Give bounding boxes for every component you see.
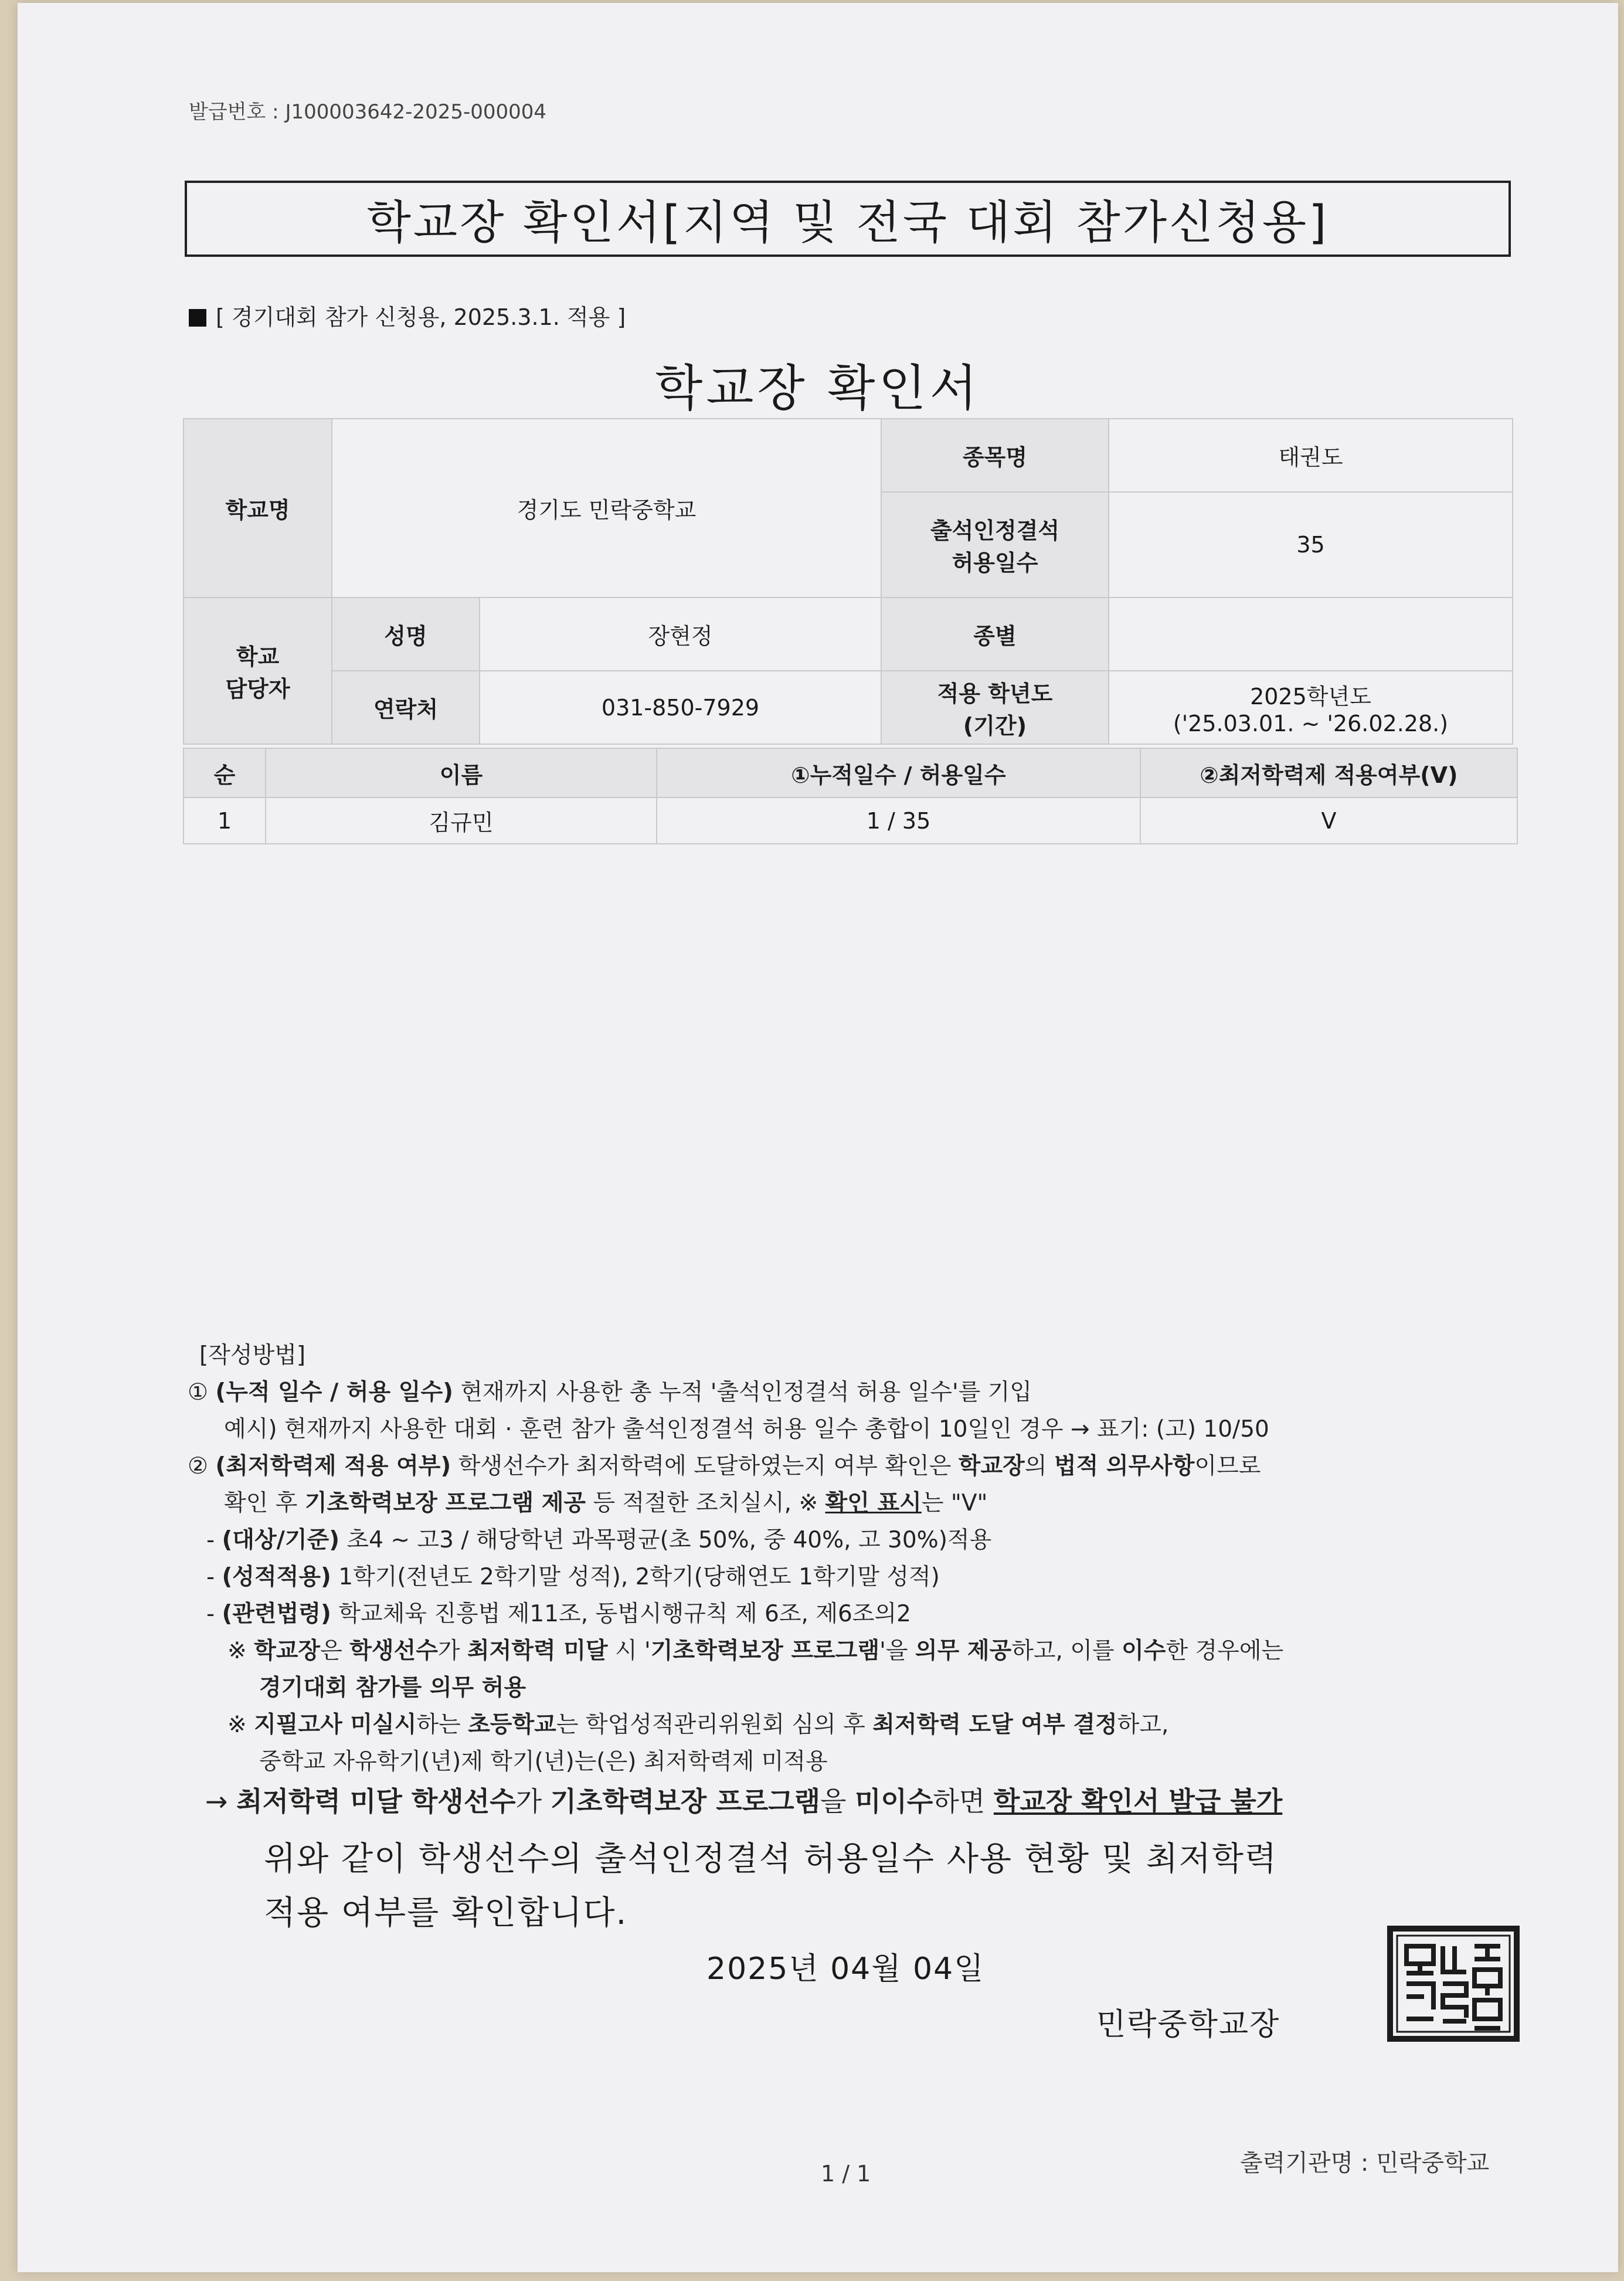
name-label: 성명: [332, 598, 480, 671]
sport-label: 종목명: [881, 419, 1109, 492]
page-number: 1 / 1: [821, 2161, 871, 2187]
roster-header-no: 순: [184, 748, 266, 797]
school-year-label: 적용 학년도 (기간): [881, 671, 1109, 744]
allowed-days-label: 출석인정결석 허용일수: [881, 492, 1109, 598]
school-year-value: 2025학년도 ('25.03.01. ~ '26.02.28.): [1109, 671, 1513, 744]
school-name-label: 학교명: [184, 419, 332, 598]
issue-date: 2025년 04월 04일: [706, 1951, 985, 1987]
allowed-days-value: 35: [1109, 492, 1513, 598]
output-organization: 출력기관명 : 민락중학교: [1240, 2150, 1490, 2177]
guide-line: 경기대회 참가를 의무 허용: [259, 1675, 526, 1701]
confirmation-heading: 학교장 확인서: [655, 359, 981, 417]
student-roster-table: [183, 748, 1518, 844]
issue-number: 발급번호 : J100003642-2025-000004: [189, 100, 547, 124]
confirmation-statement: 위와 같이 학생선수의 출석인정결석 허용일수 사용 현황 및 최저학력 적용 여부를 확인합니다.: [264, 1840, 1278, 1932]
guide-heading: [작성방법]: [199, 1342, 306, 1369]
official-seal-icon: [1387, 1925, 1520, 2042]
school-name-value: 경기도 민락중학교: [332, 419, 881, 598]
manager-label: 학교 담당자: [184, 598, 332, 744]
category-value: [1109, 598, 1513, 671]
row-days: 1 / 35: [657, 797, 1140, 844]
roster-header-applied: ②최저학력제 적용여부(V): [1140, 748, 1517, 797]
notice-text: [ 경기대회 참가 신청용, 2025.3.1. 적용 ]: [216, 304, 626, 330]
guide-line: → 최저학력 미달 학생선수가 기초학력보장 프로그램을 미이수하면 학교장 확인서 발급 불가: [205, 1786, 1283, 1817]
document-page: [18, 3, 1618, 2272]
document-title: 학교장 확인서[지역 및 전국 대회 참가신청용]: [366, 196, 1329, 249]
application-notice: [189, 299, 626, 331]
table-row: [184, 797, 1517, 844]
school-info-table: [183, 418, 1513, 745]
guide-line: - (관련법령) 학교체육 진흥법 제11조, 동법시행규칙 제 6조, 제6조의2: [206, 1601, 911, 1627]
guide-line: ※ 지필고사 미실시하는 초등학교는 학업성적관리위원회 심의 후 최저학력 도달 여부 결정하고,: [227, 1712, 1169, 1738]
roster-header-name: 이름: [266, 748, 657, 797]
sport-value: 태권도: [1109, 419, 1513, 492]
roster-header-days: ①누적일수 / 허용일수: [657, 748, 1140, 797]
category-label: 종별: [881, 598, 1109, 671]
row-applied: V: [1140, 797, 1517, 844]
square-bullet-icon: [189, 309, 206, 327]
guide-line: 중학교 자유학기(년)제 학기(년)는(은) 최저학력제 미적용: [259, 1749, 828, 1775]
guide-line: - (대상/기준) 초4 ~ 고3 / 해당학년 과목평균(초 50%, 중 40%, 고 30%)적용: [206, 1527, 992, 1553]
guide-line: ② (최저학력제 적용 여부) 학생선수가 최저학력에 도달하였는지 여부 확인은 학교장의 법적 의무사항이므로: [188, 1453, 1261, 1479]
principal-signature: 민락중학교장: [1096, 2007, 1280, 2042]
row-no: 1: [184, 797, 266, 844]
guide-line: ※ 학교장은 학생선수가 최저학력 미달 시 '기초학력보장 프로그램'을 의무 제공하고, 이를 이수한 경우에는: [227, 1638, 1284, 1664]
contact-label: 연락처: [332, 671, 480, 744]
guide-line: - (성적적용) 1학기(전년도 2학기말 성적), 2학기(당해연도 1학기말 성적): [206, 1564, 940, 1590]
guide-line: 예시) 현재까지 사용한 대회 · 훈련 참가 출석인정결석 허용 일수 총합이 10일인 경우 → 표기: (고) 10/50: [224, 1416, 1269, 1442]
guide-line: 확인 후 기초학력보장 프로그램 제공 등 적절한 조치실시, ※ 확인 표시는 "V": [224, 1490, 988, 1516]
name-value: 장현정: [480, 598, 881, 671]
contact-value: 031-850-7929: [480, 671, 881, 744]
guide-line: ① (누적 일수 / 허용 일수) 현재까지 사용한 총 누적 '출석인정결석 허용 일수'를 기입: [188, 1379, 1032, 1406]
row-name: 김규민: [266, 797, 657, 844]
document-title-box: [185, 181, 1511, 257]
